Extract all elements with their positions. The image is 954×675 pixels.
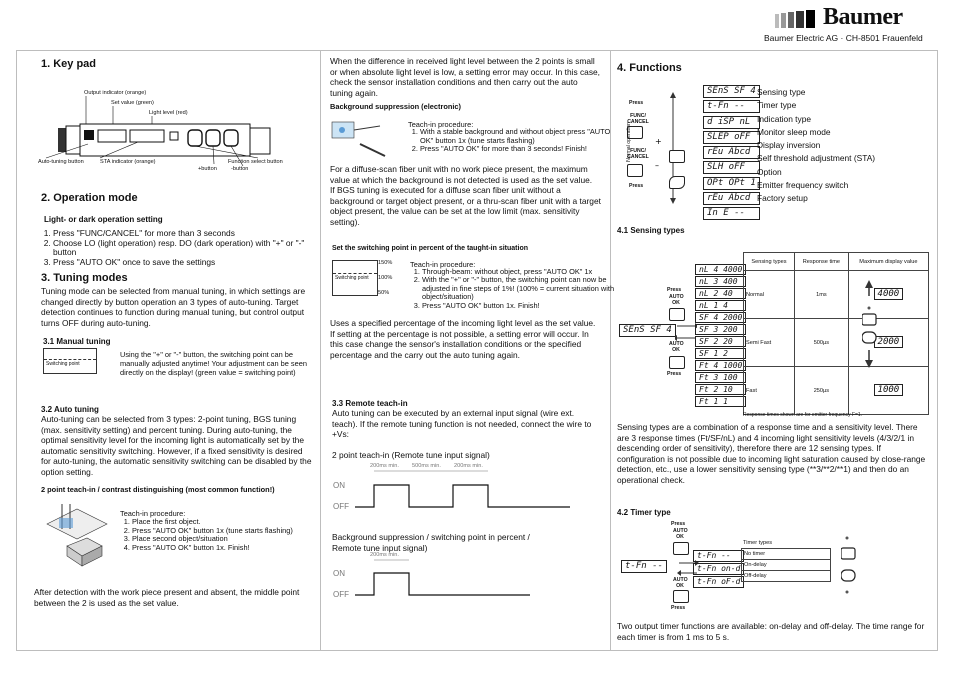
brand-logo <box>775 10 815 35</box>
function-item: Self threshold adjustment (STA) <box>757 153 876 164</box>
svg-text:+: + <box>655 137 662 146</box>
column-2 <box>330 52 615 651</box>
operation-subtitle: Light- or dark operation setting <box>44 215 163 224</box>
timer-lcd: t-Fn -- <box>693 550 744 562</box>
auto-ok-label: AUTO OK <box>673 577 688 589</box>
func-cancel-label: FUNC/ CANCEL <box>627 113 649 125</box>
sensing-lcd-grid <box>695 264 746 407</box>
table-header: Response time <box>795 253 849 271</box>
func-cancel-label: FUNC/ CANCEL <box>627 148 649 160</box>
press-label: Press <box>671 605 686 611</box>
list-item: 1. Place the first object. <box>132 518 312 527</box>
two-point-steps <box>120 518 312 552</box>
after-detection-text: After detection with the work piece present and absent, the middle point between the 2 is used as the set value. <box>34 587 300 608</box>
sensing-row-lcd: SF 2 20 <box>695 336 746 347</box>
switching-point-label: Switching point <box>46 361 80 367</box>
press-label: Press <box>629 183 644 189</box>
set-value-label: Set value (green) <box>111 100 154 106</box>
percent-diagram <box>332 260 378 296</box>
minus-button-label: -button <box>231 166 249 172</box>
light-level-label: Light level (red) <box>149 110 188 116</box>
lcd-sta: SLH oFF <box>703 161 760 174</box>
timer-lcd: t-Fn oF-d <box>693 576 744 588</box>
list-item: 4. Press "AUTO OK" button 1x. Finish! <box>132 544 312 553</box>
table-row <box>744 367 929 415</box>
table-header: Sensing types <box>744 253 795 271</box>
function-item: Display inversion <box>757 140 821 151</box>
auto-tuning-title: 3.2 Auto tuning <box>41 405 99 414</box>
table-header: Maximum display value <box>848 253 928 271</box>
plus-button-label: +button <box>198 166 217 172</box>
auto-ok-button[interactable] <box>669 356 685 369</box>
table-note: Response times shown are for emitter frequency F=1. <box>743 412 863 418</box>
table-cell <box>848 271 928 319</box>
timer-side-buttons <box>841 534 865 596</box>
table-cell: 1ms <box>795 271 849 319</box>
sensing-row-lcd: nL 4 4000 <box>695 264 746 275</box>
table-cell: No timer <box>742 549 831 560</box>
max-value-lcd: 1000 <box>874 384 904 396</box>
operation-steps <box>41 229 313 267</box>
sensing-row-lcd: Ft 3 100 <box>695 372 746 383</box>
company-address: Baumer Electric AG · CH-8501 Frauenfeld <box>764 33 923 43</box>
bgs-title: Background suppression (electronic) <box>330 102 462 111</box>
func-cancel-button[interactable] <box>627 164 643 177</box>
function-select-label: Function select button <box>228 159 283 165</box>
timer-types-table <box>741 548 831 582</box>
function-item: Indication type <box>757 113 812 124</box>
sta-indicator-label: STA indicator (orange) <box>100 159 156 165</box>
timing-diagram-1 <box>330 460 605 520</box>
list-item: 2. Choose LO (light operation) resp. DO (dark operation) with "+" or "-" button <box>53 239 313 258</box>
auto-ok-button[interactable] <box>673 542 689 555</box>
bgs-steps <box>408 128 615 154</box>
sensing-side-buttons <box>862 280 886 370</box>
plus-button[interactable] <box>669 150 685 163</box>
output-indicator-label: Output indicator (orange) <box>84 90 147 96</box>
function-names <box>757 86 875 206</box>
press-label: Press <box>667 371 682 377</box>
sensing-row-lcd: nL 3 400 <box>695 276 746 287</box>
remote-bgs-label: Background suppression / switching point in percent / Remote tune input signal) <box>332 532 530 553</box>
percent-text: Uses a specified percentage of the incoming light level as the set value. If setting at the percentage is not possible, a setting error will occur. In this case change the sensor's installation conditions or the specified percentage and the carry out the auto tuning again. <box>330 318 596 360</box>
minus-button[interactable] <box>669 176 685 189</box>
sensing-row-lcd: SF 1 2 <box>695 348 746 359</box>
press-label: Press <box>671 521 686 527</box>
list-item: 1. With a stable background and without object press "AUTO OK" button 1x (tune starts flashing) <box>420 128 615 145</box>
remote-text: Auto tuning can be executed by an external input signal (wire ext. teach). If the remote tuning function is not needed, connect the wire to +Vs: <box>332 408 592 440</box>
remote-title: 3.3 Remote teach-in <box>332 399 408 408</box>
sensing-row-lcd: SF 3 200 <box>695 324 746 335</box>
normal-operation-label: Normal operation <box>626 122 632 162</box>
manual-tuning-text: Using the "+" or "-" button, the switching point can be manually adjusted anytime! Your adjustment can be seen directly on the display! (green value = switching point) <box>120 350 307 377</box>
operation-title: 2. Operation mode <box>41 192 138 204</box>
function-item: Sensing type <box>757 87 806 97</box>
percent-50: 50% <box>378 290 390 296</box>
timer-lcd: t-Fn on-d <box>693 563 744 575</box>
max-value-lcd: 2000 <box>874 336 904 348</box>
function-item: Emitter frequency switch <box>757 180 849 191</box>
table-row <box>742 571 831 582</box>
table-cell <box>848 367 928 415</box>
table-row <box>742 549 831 560</box>
off-label: OFF <box>333 590 349 599</box>
switching-point-box <box>43 348 97 374</box>
table-cell: On-delay <box>742 560 831 571</box>
sensing-row-lcd: Ft 4 1000 <box>695 360 746 371</box>
sensing-arrows <box>675 318 697 348</box>
auto-tuning-label: Auto-tuning button <box>38 159 84 165</box>
lcd-timer-type: t-Fn -- <box>703 100 760 113</box>
table-row <box>742 560 831 571</box>
auto-ok-button[interactable] <box>673 590 689 603</box>
lcd-emitter-frequency: rEu Abcd <box>703 192 760 205</box>
brand-name: Baumer <box>823 4 903 30</box>
lcd-factory-setup: In E -- <box>703 207 760 220</box>
list-item: 3. Press "AUTO OK" button 1x. Finish! <box>422 302 617 310</box>
function-lcd-list <box>703 85 760 220</box>
function-item: Factory setup <box>757 193 808 204</box>
bgs-text: For a diffuse-scan fiber unit with no work piece present, the maximum value at which the background is not detected is used as the set value. If BGS tuning is executed for a diffuse scan fiber unit without a background or target object present, or a thru-scan fiber unit with a target object present, the value can be set at the low limit (max. sensitivity setting). <box>330 164 601 227</box>
table-row <box>744 271 929 319</box>
manual-tuning-title: 3.1 Manual tuning <box>43 337 111 346</box>
sensing-row-lcd: nL 1 4 <box>695 300 746 311</box>
percent-150: 150% <box>378 260 393 266</box>
percent-steps <box>410 268 617 310</box>
sensing-types-title: 4.1 Sensing types <box>617 226 685 235</box>
auto-ok-label: AUTO OK <box>673 528 688 540</box>
table-cell: Off-delay <box>742 571 831 582</box>
lcd-sensing-type: SEnS SF 4 <box>703 85 760 98</box>
nav-arrows <box>653 88 683 208</box>
list-item: 3. Place second object/situation <box>132 535 312 544</box>
timing-waveform-1 <box>330 460 605 520</box>
lcd-display-inversion: rEu Abcd <box>703 146 760 159</box>
sensing-types-table <box>743 252 929 415</box>
two-point-illustration <box>42 504 112 574</box>
keypad-diagram <box>38 84 308 172</box>
sensing-types-diagram <box>617 248 935 418</box>
list-item: 3. Press "AUTO OK" once to save the settings <box>53 258 313 268</box>
keypad-title: 1. Key pad <box>41 58 97 70</box>
timer-type-text: Two output timer functions are available: on-delay and off-delay. The time range for each timer is from 1 ms to 5 s. <box>617 621 925 642</box>
remote-2pt-label: 2 point teach-in (Remote tune input signal) <box>332 450 490 460</box>
sensing-row-lcd: SF 4 2000 <box>695 312 746 323</box>
setting-error-text: When the difference in received light level between the 2 points is small or when absolute light level is low, a setting error may occur. In this case, check the sensor installation conditions and then carry out the auto tuning again. <box>330 56 600 98</box>
auto-tuning-text: Auto-tuning can be selected from 3 types: 2-point tuning, BGS tuning (max. sensitivity setting) and percent tuning. During auto-tuning, the optimal sensitivity level for the incoming light is automatically set by the automatic sensitivity switching. However, if a fixed sensitivity is desired for auto-tuning, the automatic sensitivity switching can be disabled by the option setting. <box>41 414 312 477</box>
column-3 <box>617 52 935 651</box>
svg-text:–: – <box>655 161 659 170</box>
percent-head: Teach-in procedure: <box>410 260 476 269</box>
percent-title: Set the switching point in percent of the taught-in situation <box>332 245 528 252</box>
timer-diagram <box>617 521 935 611</box>
table-cell: 500µs <box>795 319 849 367</box>
function-item: Timer type <box>757 100 797 111</box>
bgs-head: Teach-in procedure: <box>408 120 474 129</box>
on-label: ON <box>333 481 345 490</box>
list-item: 1. Press "FUNC/CANCEL" for more than 3 seconds <box>53 229 313 239</box>
column-1 <box>28 52 313 651</box>
list-item: 2. Press "AUTO OK" button 1x (tune starts flashing) <box>132 527 312 536</box>
timer-lcd-list <box>693 550 744 588</box>
timer-types-label: Timer types <box>743 540 773 546</box>
press-label: Press <box>629 100 644 106</box>
auto-ok-label: AUTO OK <box>669 294 684 306</box>
sensing-row-lcd: Ft 1 1 <box>695 396 746 407</box>
timing-label: 200ms min. <box>370 463 399 469</box>
timing-diagram-2 <box>330 552 605 608</box>
auto-ok-label: AUTO OK <box>669 341 684 353</box>
table-row <box>744 319 929 367</box>
lcd-option: OPt OPt 1 <box>703 177 760 190</box>
press-label: Press <box>667 287 682 293</box>
two-point-head: Teach-in procedure: <box>120 509 186 518</box>
bgs-illustration <box>330 116 400 161</box>
on-label: ON <box>333 569 345 578</box>
timing-label: 200ms min. <box>454 463 483 469</box>
tuning-intro: Tuning mode can be selected from manual tuning, in which settings are changed directly by button operation an 3 types of auto-tuning. Target detection continues to function during manual tuning, but control output turns OFF during auto-tuning. <box>41 286 306 328</box>
timing-label: 200ms min. <box>370 552 399 558</box>
function-item: Option <box>757 166 782 177</box>
lcd-monitor-sleep: SLEP oFF <box>703 131 760 144</box>
percent-100: 100% <box>378 275 393 281</box>
two-point-title: 2 point teach-in / contrast distinguishing (most common function!) <box>41 485 275 494</box>
percent-switching-point: Switching point <box>335 275 369 281</box>
sensing-row-lcd: nL 2 40 <box>695 288 746 299</box>
list-item: 2. With the "+" or "-" button, the switching point can now be adjusted in fine steps of 1%! (100% = current situation with object/situation) <box>422 276 617 301</box>
table-cell: Normal <box>744 271 795 319</box>
list-item: 2. Press "AUTO OK" for more than 3 seconds! Finish! <box>420 145 615 154</box>
lcd-indication-type: d iSP nL <box>703 116 760 129</box>
timing-waveform-2 <box>330 552 605 608</box>
off-label: OFF <box>333 502 349 511</box>
logo-bars-icon <box>775 10 815 30</box>
sensing-types-text: Sensing types are a combination of a response time and a sensitivity level. There are 3 response times (Ft/SF/nL) and 4 incoming light sensitivity levels (4/3/2/1 in descending order of sensitivity), therefore there are 12 sensing types. If configuration is not possible due to incoming light saturation caused by close-range detection, etc., use a lower sensitivity sensing type (**3/**2/**1) and then do an operational check. <box>617 422 926 485</box>
max-value-lcd: 4000 <box>874 288 904 300</box>
table-cell: 250µs <box>795 367 849 415</box>
sensing-row-lcd: Ft 2 10 <box>695 384 746 395</box>
table-cell: Semi Fast <box>744 319 795 367</box>
table-cell: Fast <box>744 367 795 415</box>
functions-title: 4. Functions <box>617 62 682 74</box>
function-item: Monitor sleep mode <box>757 126 831 137</box>
sensing-main-lcd: SEnS SF 4 <box>619 324 676 337</box>
table-cell <box>848 319 928 367</box>
timer-main-lcd: t-Fn -- <box>621 560 667 573</box>
timer-type-title: 4.2 Timer type <box>617 508 671 517</box>
tuning-title: 3. Tuning modes <box>41 272 128 284</box>
list-item: 1. Through-beam: without object, press "AUTO OK" 1x <box>422 268 617 276</box>
timing-label: 500ms min. <box>412 463 441 469</box>
